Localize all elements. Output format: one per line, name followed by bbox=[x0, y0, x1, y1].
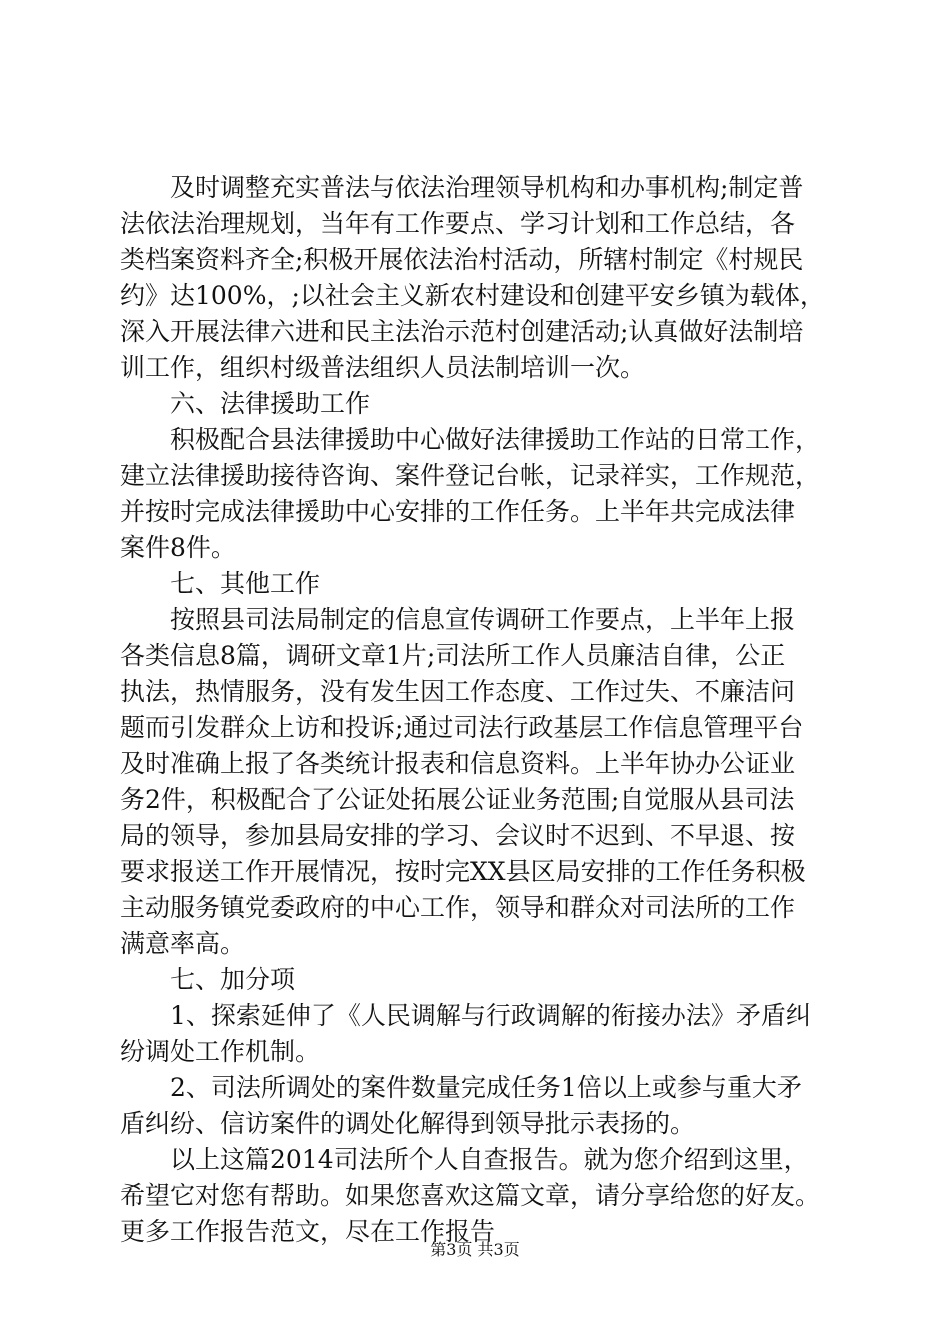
paragraph-other-work: 按照县司法局制定的信息宣传调研工作要点，上半年上报 各类信息8篇，调研文章1片;司法所工作人员廉洁自律，公正 执法，热情服务，没有发生因工作态度、工作过失、不廉洁问 题而引发群众上访和投诉;通过司法行政基层工作信息管理平台 及时准确上报了各类统计报表和信息资料。上半年协办公证业 务2件，积极配合了公证处拓展公证业务范围;自觉服从县司法 局的领导，参加县局安排的学习、会议时不迟到、不早退、按 要求报送工作开展情况，按时完XX县区局安排的工作任务积极 主动服务镇党委政府的中心工作，领导和群众对司法所的工作 满意率高。 bbox=[120, 605, 806, 958]
section-heading-other-work: 七、其他工作 bbox=[170, 569, 321, 598]
paragraph-legal-governance: 及时调整充实普法与依法治理领导机构和办事机构;制定普 法依法治理规划，当年有工作要点、学习计划和工作总结，各 类档案资料齐全;积极开展依法治村活动，所辖村制定《村规民 约》达100%，;以社会主义新农村建设和创建平安乡镇为载体， 深入开展法律六进和民主法治示范村创建活动;认真做好法制培 训工作，组织村级普法组织人员法制培训一次。 bbox=[120, 173, 825, 382]
paragraph-legal-aid: 积极配合县法律援助中心做好法律援助工作站的日常工作， 建立法律援助接待咨询、案件登记台帐，记录祥实，工作规范， 并按时完成法律援助中心安排的工作任务。上半年共完成法律 案件8件。 bbox=[120, 425, 821, 562]
paragraph-bonus-item-1: 1、探索延伸了《人民调解与行政调解的衔接办法》矛盾纠 纷调处工作机制。 bbox=[120, 1001, 811, 1066]
section-heading-legal-aid: 六、法律援助工作 bbox=[170, 389, 371, 418]
paragraph-closing: 以上这篇2014司法所个人自查报告。就为您介绍到这里， 希望它对您有帮助。如果您喜欢这篇文章，请分享给您的好友。 更多工作报告范文，尽在工作报告 bbox=[120, 1145, 821, 1246]
paragraph-bonus-item-2: 2、司法所调处的案件数量完成任务1倍以上或参与重大矛 盾纠纷、信访案件的调处化解得到领导批示表扬的。 bbox=[120, 1073, 802, 1138]
section-heading-bonus-items: 七、加分项 bbox=[170, 965, 296, 994]
document-body bbox=[120, 170, 840, 1250]
page-footer: 第3页 共3页 bbox=[430, 1240, 520, 1259]
